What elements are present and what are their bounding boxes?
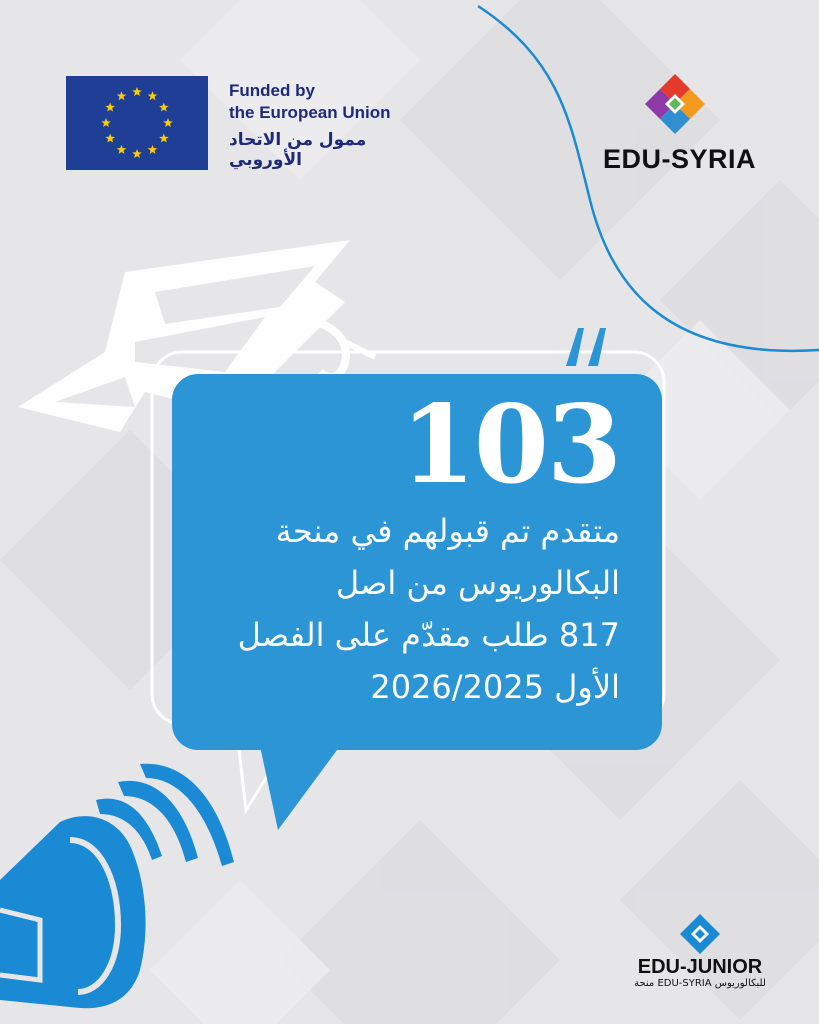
eu-funding-label — [229, 80, 469, 170]
announcement-line-4: الأول 2026/2025 — [370, 668, 620, 706]
edu-junior-subtitle: منحة EDU-SYRIA للبكالوريوس — [634, 978, 766, 989]
accepted-count: 103 — [400, 382, 620, 508]
eu-flag-icon — [66, 76, 208, 170]
announcement-line-2: البكالوريوس من اصل — [335, 564, 620, 602]
eu-line-1: Funded by — [229, 81, 315, 100]
edu-junior-logo — [620, 914, 780, 994]
edu-syria-mark-icon — [645, 74, 705, 134]
edu-syria-logo — [592, 70, 767, 180]
announcement-text — [190, 382, 620, 713]
edu-syria-wordmark: EDU-SYRIA — [602, 144, 756, 174]
announcement-line-3: 817 طلب مقدّم على الفصل — [237, 616, 620, 654]
megaphone-icon — [0, 760, 260, 1024]
quote-mark-icon — [556, 326, 612, 366]
edu-junior-mark-icon — [680, 914, 720, 954]
edu-junior-wordmark: EDU-JUNIOR — [637, 956, 763, 978]
eu-arabic-line: ممول من الاتحاد الأوروبي — [229, 130, 367, 170]
announcement-line-1: متقدم تم قبولهم في منحة — [275, 512, 620, 550]
eu-line-2: the European Union — [229, 103, 391, 122]
